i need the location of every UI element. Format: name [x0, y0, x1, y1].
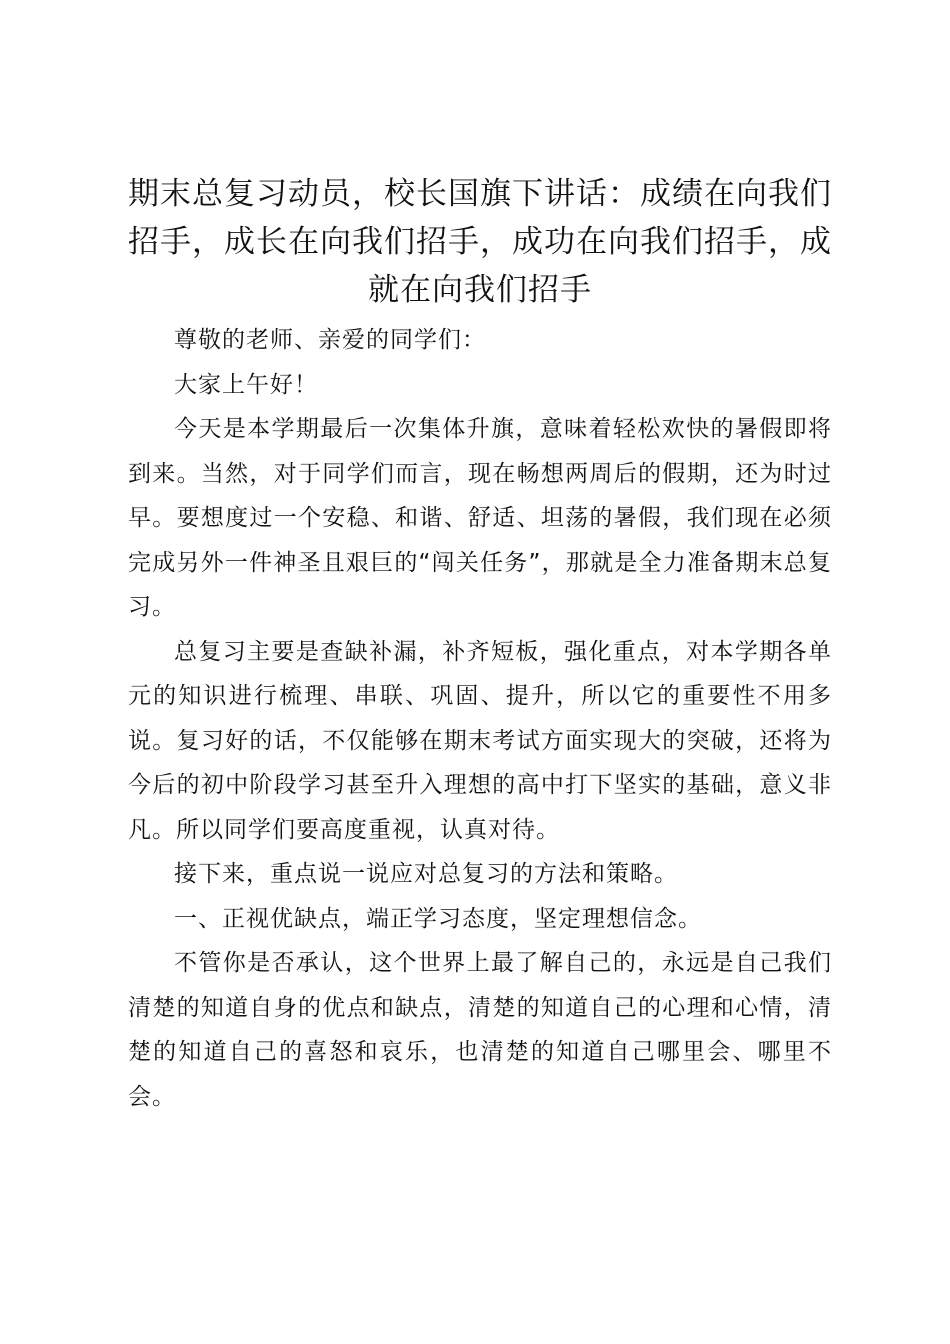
body-paragraph-3: 接下来，重点说一说应对总复习的方法和策略。	[174, 861, 678, 887]
document-page	[128, 170, 832, 1119]
document-title: 期末总复习动员，校长国旗下讲话：成绩在向我们招手，成长在向我们招手，成功在向我们招手，成就在向我们招手	[128, 176, 832, 308]
salutation-paragraph: 大家上午好！	[174, 371, 318, 398]
body-paragraph-1: 今天是本学期最后一次集体升旗，意味着轻松欢快的暑假即将到来。当然，对于同学们而言，现在畅想两周后的假期，还为时过早。要想度过一个安稳、和谐、舒适、坦荡的暑假，我们现在必须完成另外一件神圣且艰巨的“闯关任务”，那就是全力准备期末总复习。	[128, 416, 832, 620]
body-paragraph-2: 总复习主要是查缺补漏，补齐短板，强化重点，对本学期各单元的知识进行梳理、串联、巩固、提升，所以它的重要性不用多说。复习好的话，不仅能够在期末考试方面实现大的突破，还将为今后的初中阶段学习甚至升入理想的高中打下坚实的基础，意义非凡。所以同学们要高度重视，认真对待。	[128, 638, 832, 843]
body-paragraph-4: 不管你是否承认，这个世界上最了解自己的，永远是自己我们清楚的知道自身的优点和缺点，清楚的知道自己的心理和心情，清楚的知道自己的喜怒和哀乐，也清楚的知道自己哪里会、哪里不会。	[128, 950, 832, 1110]
greeting-paragraph: 尊敬的老师、亲爱的同学们：	[174, 327, 486, 353]
section-heading-1: 一、正视优缺点，端正学习态度，坚定理想信念。	[174, 905, 702, 932]
